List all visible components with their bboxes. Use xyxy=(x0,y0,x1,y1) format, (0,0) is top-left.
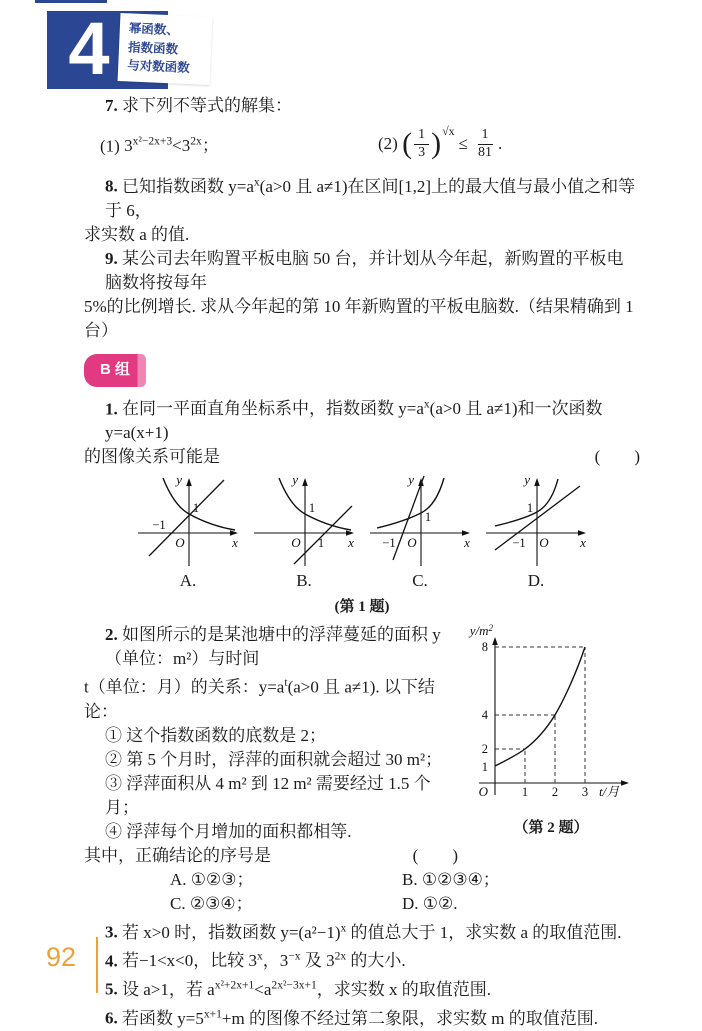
question-8-text1: 已知指数函数 $y=a^x(a>0$ 且 a≠1)在区间[1,2]上的最大值与最小值之和等于 6， xyxy=(105,175,636,220)
svg-text:1: 1 xyxy=(308,501,316,516)
chapter-title-line2: 指数函数 xyxy=(127,40,179,57)
answer-bracket-q2: ( ) xyxy=(412,845,458,865)
graph-C-label: C. xyxy=(412,571,428,591)
b-question-2 xyxy=(84,623,640,916)
svg-text:O: O xyxy=(407,535,417,551)
question-7-text: 求下列不等式的解集： xyxy=(122,96,292,115)
graph-D-label: D. xyxy=(527,571,545,591)
graph-A-plot xyxy=(132,471,244,569)
option-graph-C xyxy=(362,471,478,593)
item-1-expression: $3^{x^2-2x+3}<3^{2x}$； xyxy=(124,134,219,156)
svg-text:y: y xyxy=(408,472,414,488)
svg-text:x: x xyxy=(580,535,586,551)
question-9-text1: 某公司去年购置平板电脑 50 台，并计划从今年起，新购置的平板电脑数将按每年 xyxy=(105,248,624,292)
svg-text:−1: −1 xyxy=(512,536,526,551)
question-7-item-1 xyxy=(84,130,378,159)
svg-text:8: 8 xyxy=(481,640,488,655)
group-b-badge: B 组 xyxy=(84,354,146,387)
figure-2 xyxy=(462,625,640,844)
b-question-1-number: 1. xyxy=(105,399,118,419)
question-9-line2: 5%的比例增长. 求从今年起的第 10 年新购置的平板电脑数.（结果精确到 1 台） xyxy=(84,296,634,340)
question-9-line1 xyxy=(84,247,640,295)
answer-bracket-q1: ( ) xyxy=(594,447,640,467)
question-8-line1 xyxy=(84,170,640,223)
svg-text:x: x xyxy=(464,535,470,551)
chapter-title xyxy=(118,19,192,78)
q2-options-row-1 xyxy=(84,868,640,892)
option-B: B. ①②③④； xyxy=(402,869,500,889)
option-graph-A xyxy=(130,471,246,593)
b-question-4 xyxy=(84,945,640,974)
item-1-label: (1) xyxy=(100,136,120,156)
b-question-5-number: 5. xyxy=(105,979,118,999)
graph-D-plot xyxy=(480,471,592,569)
svg-text:O: O xyxy=(291,535,301,551)
b-question-2-item-3: ③ 浮萍面积从 4 m² 到 12 m² 需要经过 1.5 个月； xyxy=(105,773,431,817)
b-question-2-number: 2. xyxy=(105,625,118,645)
item-2-label: (2) xyxy=(378,134,398,153)
group-b-row xyxy=(84,343,640,393)
question-7-item-2 xyxy=(378,124,503,162)
svg-text:1: 1 xyxy=(317,536,325,551)
figure-1-caption: (第 1 题) xyxy=(334,599,390,616)
svg-text:3: 3 xyxy=(581,785,589,800)
b-question-6-number: 6. xyxy=(105,1008,118,1028)
b-question-4-number: 4. xyxy=(105,951,118,971)
option-graphs-row xyxy=(84,471,640,593)
right-paren: ) xyxy=(431,127,442,160)
graph-C-plot xyxy=(364,471,476,569)
question-7 xyxy=(84,94,640,118)
svg-text:−1: −1 xyxy=(382,536,396,551)
svg-text:1: 1 xyxy=(526,501,534,516)
b-question-2-line2: t（单位：月）的关系：$y=a^t(a>0$ 且 a≠1). 以下结论： xyxy=(84,676,435,721)
question-8-number: 8. xyxy=(105,176,118,196)
b-question-3-text: 若 x>0 时，指数函数 $y=(a^2-1)^x$ 的值总大于 1，求实数 a 的取值范围. xyxy=(122,920,622,942)
b-question-2-item-1: ① 这个指数函数的底数是 2； xyxy=(105,725,326,745)
question-7-items xyxy=(84,122,640,166)
svg-text:y: y xyxy=(176,472,182,488)
b-question-4-text: 若−1<x<0，比较 3$^x$，$3^{-x}$ 及 $3^{2x}$ 的大小. xyxy=(122,949,406,971)
b-question-1-text1: 在同一平面直角坐标系中，指数函数 $y=a^x(a>0$ 且 a≠1)和一次函数 y=a(x+1) xyxy=(105,397,603,443)
graph-A-label: A. xyxy=(179,571,197,591)
b-question-6 xyxy=(84,1002,640,1031)
q2-options-row-2 xyxy=(84,892,640,916)
question-8-line2: 求实数 a 的值. xyxy=(84,224,190,244)
b-question-1-line1 xyxy=(84,393,640,446)
b-question-6-text: 若函数 $y=5^{x+1}+m$ 的图像不经过第二象限，求实数 m 的取值范围. xyxy=(122,1006,598,1028)
svg-text:x: x xyxy=(348,535,354,551)
b-question-5-text: 设 a>1，若 $a^{x^2+2x+1}<a^{2x^2-3x+1}$，求实数 x 的取值范围. xyxy=(122,978,492,999)
relation-leq: ≤ xyxy=(458,134,469,153)
chapter-title-panel xyxy=(118,13,213,85)
x-axis-label: t/月 xyxy=(599,784,620,800)
svg-text:O: O xyxy=(539,535,549,551)
figure-2-plot xyxy=(463,625,639,803)
chapter-title-line1: 幂函数、 xyxy=(128,21,180,38)
chapter-number: 4 xyxy=(68,7,110,90)
conclusion-text: 其中，正确结论的序号是 xyxy=(84,845,271,865)
b-question-3 xyxy=(84,916,640,945)
fraction-one-third: $\frac{1}{3}$ xyxy=(414,127,429,162)
top-accent-rule xyxy=(35,0,107,3)
fraction-one-eightyfirst: $\frac{1}{81}$ xyxy=(478,126,493,160)
chapter-badge xyxy=(47,9,212,91)
exponent-sqrt-x: √x xyxy=(442,124,455,138)
svg-text:x: x xyxy=(232,535,238,551)
svg-text:−1: −1 xyxy=(152,518,166,533)
b-question-2-text1: 如图所示的是某池塘中的浮萍蔓延的面积 y（单位：m²）与时间 xyxy=(105,625,441,669)
svg-text:O: O xyxy=(478,784,488,800)
b-question-2-item-4: ④ 浮萍每个月增加的面积都相等. xyxy=(105,821,352,841)
b-question-1-text2: 的图像关系可能是 xyxy=(84,447,220,467)
footer-rule xyxy=(96,937,98,993)
svg-text:1: 1 xyxy=(192,501,200,516)
graph-B-plot xyxy=(248,471,360,569)
svg-text:1: 1 xyxy=(521,785,529,800)
svg-text:4: 4 xyxy=(481,708,488,723)
option-C: C. ②③④； xyxy=(170,893,253,913)
svg-text:y: y xyxy=(292,472,298,488)
svg-text:1: 1 xyxy=(481,760,488,775)
b-question-5 xyxy=(84,973,640,1002)
left-paren: ( xyxy=(402,127,413,160)
figure-2-caption: （第 2 题） xyxy=(513,820,589,837)
graph-B-label: B. xyxy=(296,571,312,591)
period: . xyxy=(498,134,503,153)
b-question-1-line2 xyxy=(84,445,640,469)
option-D: D. ①②. xyxy=(402,893,458,913)
b-question-2-item-2: ② 第 5 个月时，浮萍的面积就会超过 30 m²； xyxy=(105,749,443,769)
b-question-3-number: 3. xyxy=(105,922,118,942)
b-question-2-conclusion xyxy=(84,844,458,868)
svg-text:y: y xyxy=(524,472,530,488)
growth-curve xyxy=(495,647,585,766)
svg-text:2: 2 xyxy=(481,742,488,757)
question-9-number: 9. xyxy=(105,248,118,268)
page-number: 92 xyxy=(46,942,77,972)
question-7-number: 7. xyxy=(105,96,118,115)
y-axis-label: $y/m^2$ xyxy=(469,623,493,639)
option-A: A. ①②③； xyxy=(170,869,254,889)
chapter-title-line3: 与对数函数 xyxy=(126,58,190,76)
svg-text:2: 2 xyxy=(551,785,559,800)
straight-line xyxy=(294,506,352,564)
svg-text:1: 1 xyxy=(424,510,432,525)
option-graph-B xyxy=(246,471,362,593)
exercise-content xyxy=(84,94,640,1031)
option-graph-D xyxy=(478,471,594,593)
svg-text:O: O xyxy=(175,535,185,551)
